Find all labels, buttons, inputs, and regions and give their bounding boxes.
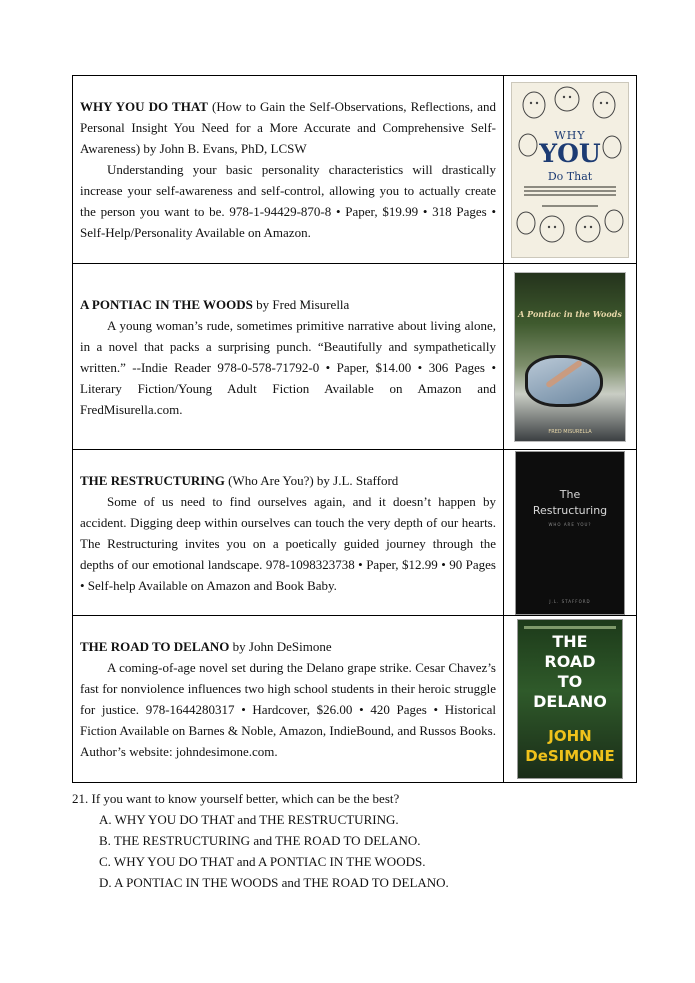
book-row	[73, 450, 637, 616]
cover-title	[518, 632, 622, 712]
cover-author-line	[542, 205, 598, 207]
book-subtitle: by Fred Misurella	[252, 296, 350, 312]
book-description: Understanding your basic personality characteristics will drastically increase your self-awareness and self-control, allowing you to actually create the person you want to be. 978-1-94429-870-8 • Paper, $19.99 • 318 Pages • Self-Help/Personality Available on Amazon.	[80, 162, 496, 240]
book-cover-road-to-delano	[517, 619, 623, 779]
book-title: THE ROAD TO DELANO	[80, 639, 230, 654]
question-block	[72, 788, 632, 893]
cover-title-line: WHY	[554, 128, 586, 142]
answer-option-b[interactable]: B. THE RESTRUCTURING and THE ROAD TO DELANO.	[99, 833, 421, 848]
book-cover-cell	[504, 264, 637, 450]
book-heading	[80, 96, 496, 159]
answer-option-a[interactable]: A. WHY YOU DO THAT and THE RESTRUCTURING.	[99, 812, 399, 827]
book-description-cell	[73, 616, 504, 783]
book-heading	[80, 636, 496, 657]
book-description: Some of us need to find ourselves again, and it doesn’t happen by accident. Digging deep within ourselves can touch the very depth of our hearts. The Restructuring invites you on a poetically guided journey through the depths of our emotional landscape. 978-1098323738 • Paper, $12.99 • 90 Pages • Self-help Available on Amazon and Book Baby.	[80, 493, 496, 593]
cover-subtitle: WHO ARE YOU?	[548, 521, 592, 527]
book-description-cell	[73, 264, 504, 450]
cover-title-line: The	[559, 487, 581, 501]
book-cover-why-you-do-that	[511, 82, 629, 258]
cover-author: J.L. STAFFORD	[549, 598, 591, 604]
answer-option-d[interactable]: D. A PONTIAC IN THE WOODS and THE ROAD TO DELANO.	[99, 875, 449, 890]
book-description: A young woman’s rude, sometimes primitive narrative about living alone, in a novel that packs a surprising punch. “Beautifully and sympathetically written.” --Indie Reader 978-0-578-71792-0 • Paper, $14.00 • 306 Pages • Literary Fiction/Young Adult Fiction Available on Amazon and FredMisurella.com.	[80, 317, 496, 417]
book-row	[73, 616, 637, 783]
book-heading	[80, 470, 496, 491]
book-cover-cell	[504, 76, 637, 264]
cover-author	[518, 726, 622, 766]
book-cover-cell	[504, 616, 637, 783]
book-description-cell	[73, 76, 504, 264]
cover-author-line: DeSIMONE	[525, 747, 615, 765]
book-cover-restructuring	[515, 451, 625, 615]
cover-author: FRED MISURELLA	[548, 428, 592, 435]
book-subtitle: (Who Are You?) by J.L. Stafford	[224, 472, 399, 488]
cover-title: A Pontiac in the Woods	[518, 308, 622, 319]
answer-option-c[interactable]: C. WHY YOU DO THAT and A PONTIAC IN THE WOODS.	[99, 854, 426, 869]
cover-title-line: Do That	[547, 169, 593, 183]
book-title: WHY YOU DO THAT	[80, 99, 208, 114]
cover-title-line: THE	[552, 632, 588, 651]
book-row	[73, 76, 637, 264]
book-description: A coming-of-age novel set during the Delano grape strike. Cesar Chavez’s fast for nonviolence influences two high school students in their heroic struggle for justice. 978-1644280317 • Hardcover, $26.00 • 420 Pages • Historical Fiction Available on Barnes & Noble, Amazon, IndieBound, and Russos Books. Author’s website: johndesimone.com.	[80, 660, 496, 759]
book-title: THE RESTRUCTURING	[80, 472, 225, 488]
car-mirror-icon	[525, 355, 603, 407]
cover-title-line: TO	[557, 672, 583, 691]
cover-title-line: YOU	[539, 138, 601, 168]
book-subtitle: (How to Gain the Self-Observations, Reflections, and Personal Insight You Need for a More Accurate and Comprehensive Self-Awareness) by John B. Evans, PhD, LCSW	[80, 99, 496, 156]
cover-title-line: Restructuring	[532, 503, 608, 517]
book-row	[73, 264, 637, 450]
book-cover-pontiac-in-the-woods	[514, 272, 626, 442]
book-subtitle: by John DeSimone	[229, 639, 332, 654]
cover-author-line: JOHN	[548, 727, 592, 745]
cover-title-line: DELANO	[533, 692, 607, 711]
book-heading	[80, 294, 496, 315]
cover-top-strip	[524, 626, 616, 629]
question-stem: 21. If you want to know yourself better, which can be the best?	[72, 791, 400, 806]
book-description-cell	[73, 450, 504, 616]
book-table	[72, 75, 637, 783]
cover-subtitle-lines	[524, 186, 616, 200]
book-title: A PONTIAC IN THE WOODS	[80, 296, 253, 312]
cover-title-line: ROAD	[544, 652, 596, 671]
book-cover-cell	[504, 450, 637, 616]
